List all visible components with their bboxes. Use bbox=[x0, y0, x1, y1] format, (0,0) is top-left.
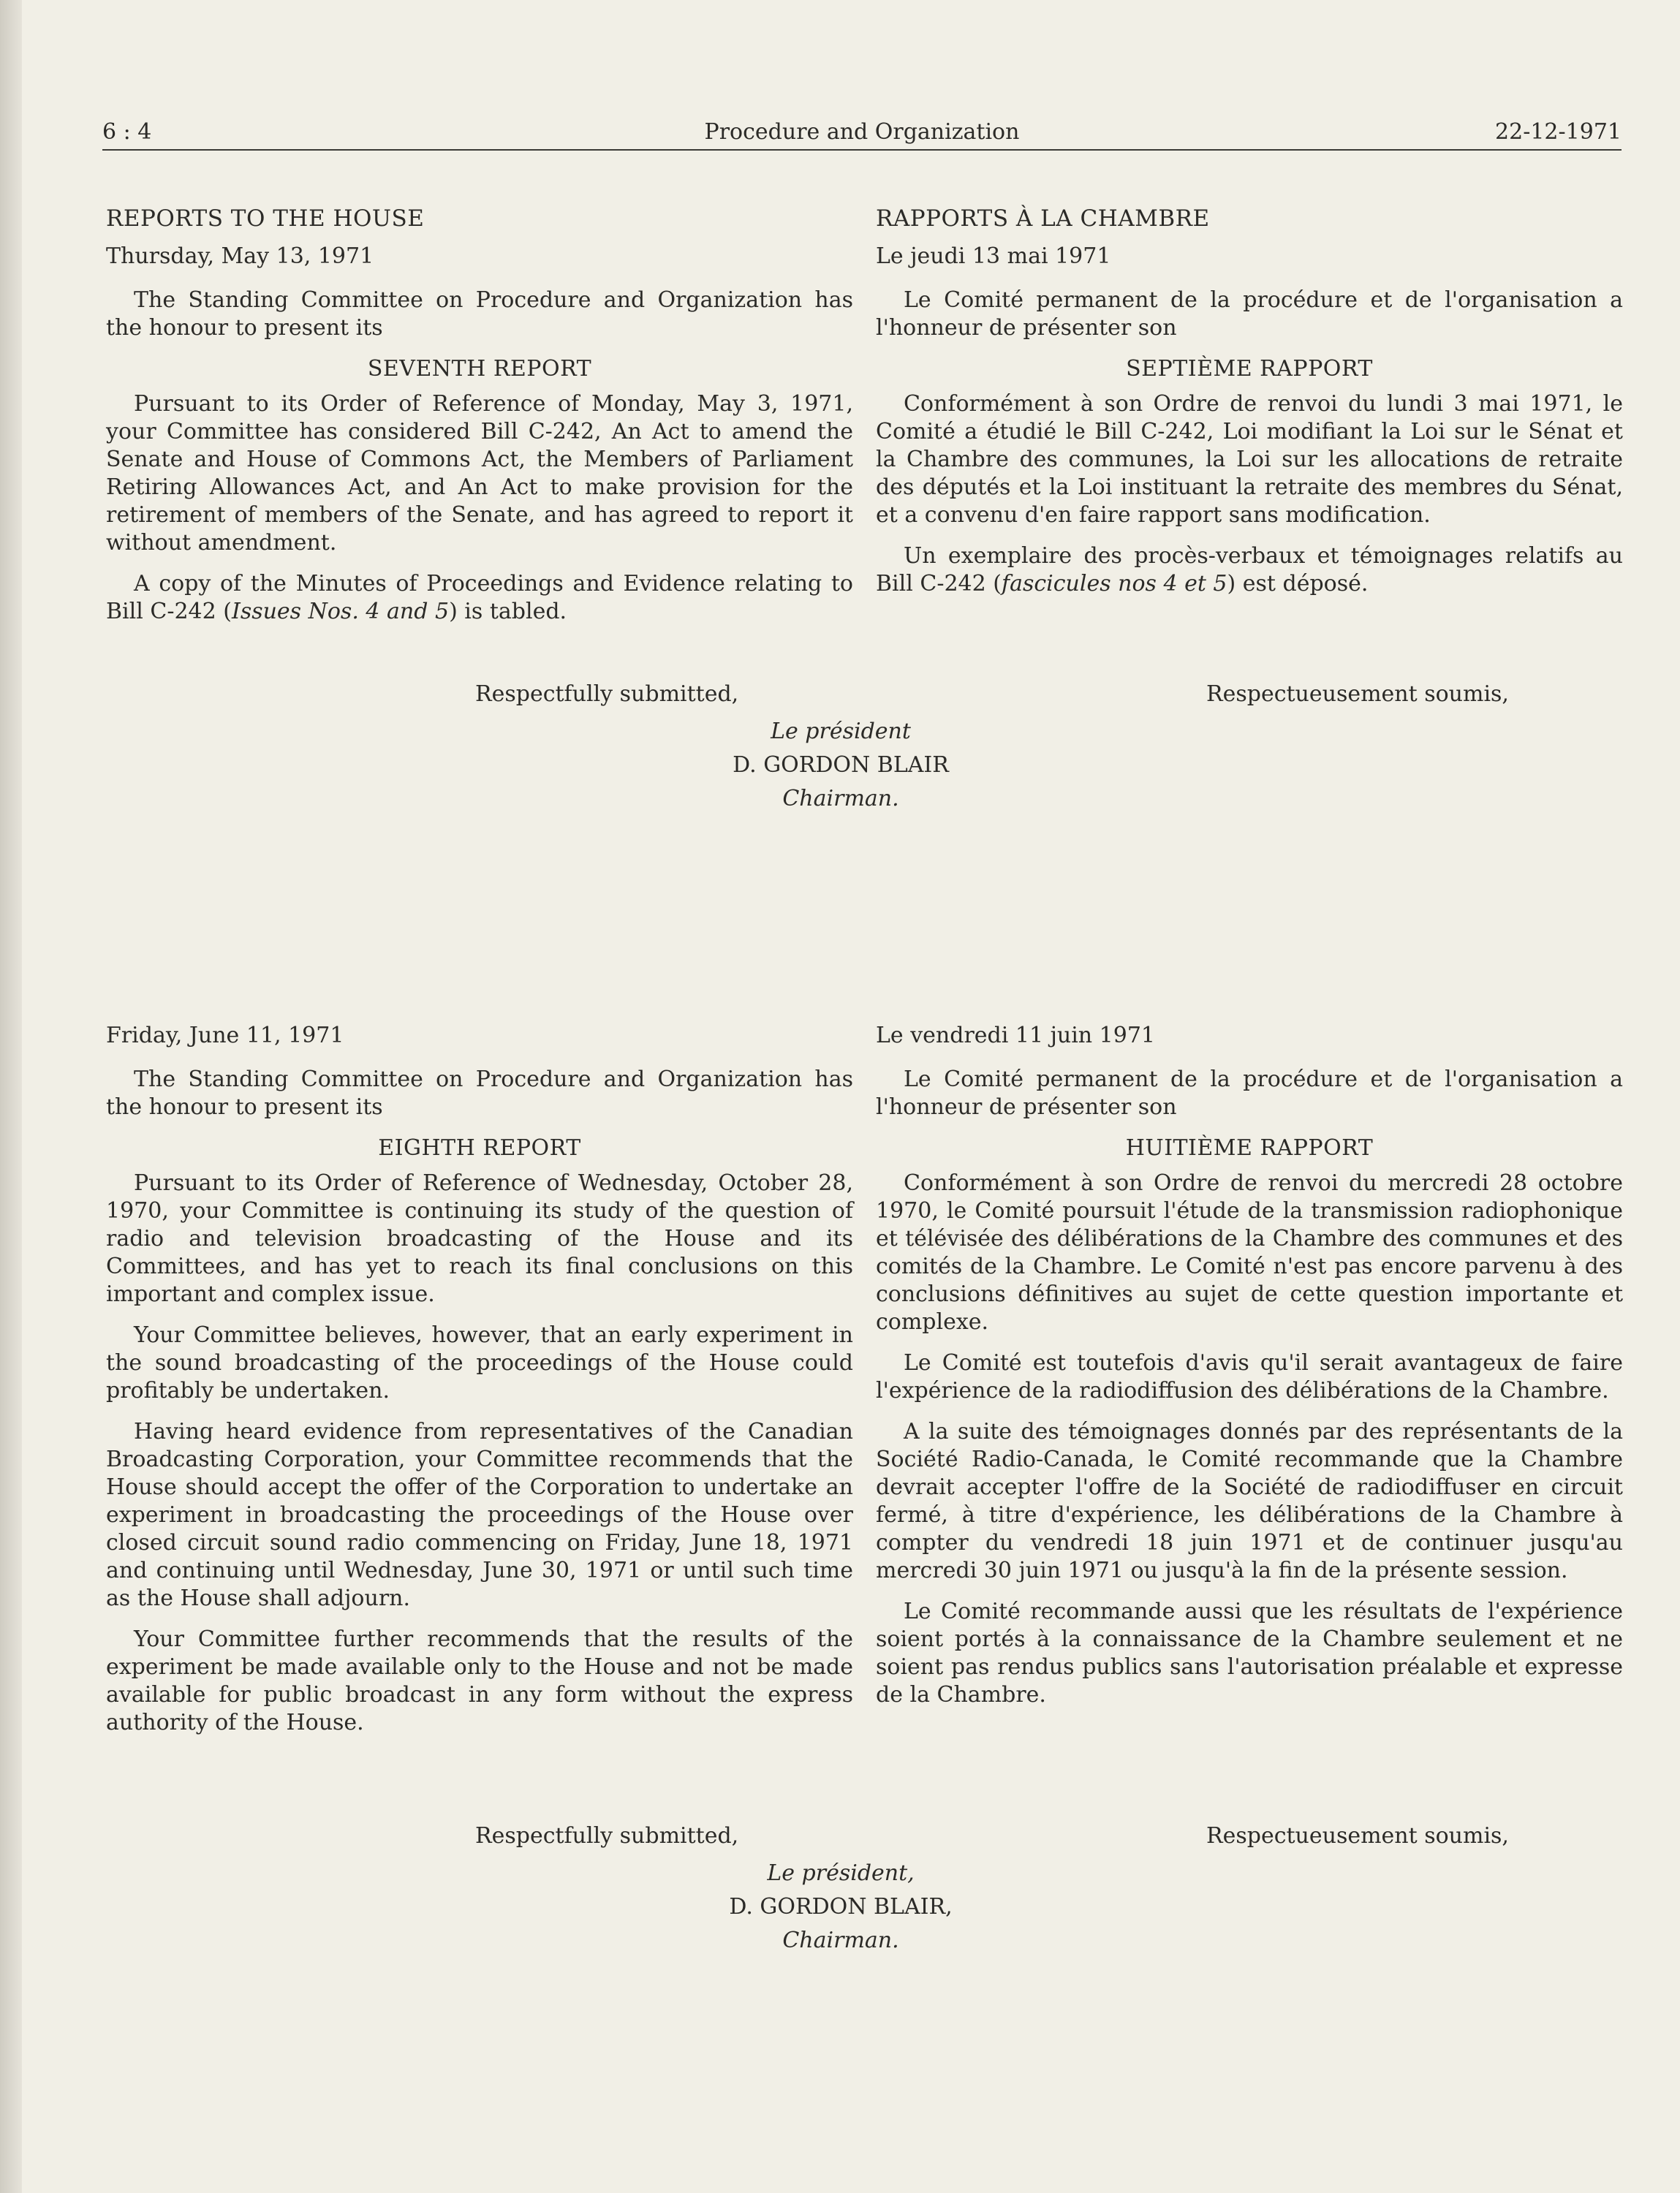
signature-block bbox=[658, 1857, 1023, 1958]
report-title: SEVENTH REPORT bbox=[367, 356, 592, 382]
report-paragraph: Having heard evidence from representatives of the Canadian Broadcasting Corporation, your Committee recommends that the House should accept the offer of the Corporation to undertake an experiment in broadcasting the proceedings of the House over closed circuit sound radio commencing on Friday, June 18, 1971 and continuing until Wednesday, June 30, 1971 or until such time as the House shall adjourn. bbox=[106, 1419, 853, 1611]
signature-name: D. GORDON BLAIR, bbox=[729, 1894, 953, 1920]
report-date: Friday, June 11, 1971 bbox=[106, 1023, 344, 1048]
report-paragraph: Un exemplaire des procès-verbaux et témoignages relatifs au Bill C-242 (fascicules nos 4 et 5) est déposé. bbox=[876, 543, 1623, 596]
report-title: EIGHTH REPORT bbox=[378, 1135, 581, 1161]
header-title: Procedure and Organization bbox=[704, 119, 1020, 145]
report-paragraph: Your Committee believes, however, that an early experiment in the sound broadcasting of the proceedings of the House could profitably be undertaken. bbox=[106, 1322, 853, 1404]
report-paragraph: Le Comité recommande aussi que les résultats de l'expérience soient portés à la connaissance de la Chambre seulement et ne soient pas rendus publics sans l'autorisation préalable et expresse de la Chambre. bbox=[876, 1599, 1623, 1708]
left-column-seventh-report bbox=[106, 205, 853, 626]
right-column-eighth-report bbox=[876, 1022, 1623, 1709]
closing-fr: Respectueusement soumis, bbox=[1206, 681, 1509, 707]
signature-fr-title: Le président bbox=[771, 719, 911, 744]
header-date: 22-12-1971 bbox=[1495, 119, 1622, 145]
closing-en: Respectfully submitted, bbox=[475, 1823, 739, 1849]
page-edge bbox=[0, 0, 22, 2193]
report-intro: The Standing Committee on Procedure and Organization has the honour to present its bbox=[106, 1067, 853, 1120]
report-paragraph: Le Comité est toutefois d'avis qu'il serait avantageux de faire l'expérience de la radiodiffusion des délibérations de la Chambre. bbox=[876, 1350, 1623, 1404]
running-header bbox=[102, 117, 1622, 151]
report-date: Le vendredi 11 juin 1971 bbox=[876, 1023, 1156, 1048]
signature-fr-title: Le président, bbox=[767, 1860, 915, 1886]
page-number: 6 : 4 bbox=[102, 119, 152, 145]
report-paragraph: Conformément à son Ordre de renvoi du lundi 3 mai 1971, le Comité a étudié le Bill C-242, Loi modifiant la Loi sur le Sénat et la Chambre des communes, la Loi sur les allocations de retraite des députés et la Loi instituant la retraite des membres du Sénat, et a convenu d'en faire rapport sans modification. bbox=[876, 391, 1623, 528]
report-paragraph: Pursuant to its Order of Reference of Monday, May 3, 1971, your Committee has considered Bill C-242, An Act to amend the Senate and House of Commons Act, the Members of Parliament Retiring Allowances Act, and An Act to make provision for the retirement of members of the Senate, and has agreed to report it without amendment. bbox=[106, 391, 853, 556]
right-column-seventh-report bbox=[876, 205, 1623, 598]
closing-en: Respectfully submitted, bbox=[475, 681, 739, 707]
report-paragraph: A copy of the Minutes of Proceedings and Evidence relating to Bill C-242 (Issues Nos. 4 and 5) is tabled. bbox=[106, 571, 853, 624]
report-intro: Le Comité permanent de la procédure et de l'organisation a l'honneur de présenter son bbox=[876, 287, 1623, 341]
report-paragraph: Your Committee further recommends that the results of the experiment be made available only to the House and not be made available for public broadcast in any form without the express authority of the House. bbox=[106, 1626, 853, 1735]
report-date: Thursday, May 13, 1971 bbox=[106, 243, 374, 269]
signature-en-title: Chairman. bbox=[782, 1928, 899, 1953]
report-paragraph: Conformément à son Ordre de renvoi du mercredi 28 octobre 1970, le Comité poursuit l'étude de la transmission radiophonique et télévisée des délibérations de la Chambre des communes et des comités de la Chambre. Le Comité n'est pas encore parvenu à des conclusions définitives au sujet de cette question importante et complexe. bbox=[876, 1170, 1623, 1335]
report-title: HUITIÈME RAPPORT bbox=[1125, 1135, 1374, 1161]
report-paragraph: Pursuant to its Order of Reference of Wednesday, October 28, 1970, your Committee is continuing its study of the question of radio and television broadcasting of the House and its Committees, and has yet to reach its final conclusions on this important and complex issue. bbox=[106, 1170, 853, 1307]
report-title: SEPTIÈME RAPPORT bbox=[1126, 356, 1373, 382]
signature-en-title: Chairman. bbox=[782, 786, 899, 811]
signature-block bbox=[658, 715, 1023, 816]
report-date: Le jeudi 13 mai 1971 bbox=[876, 243, 1111, 269]
report-paragraph: A la suite des témoignages donnés par des représentants de la Société Radio-Canada, le Comité recommande que la Chambre devrait accepter l'offre de la Société de radiodiffuser en circuit fermé, à titre d'expérience, les délibérations de la Chambre à compter du vendredi 18 juin 1971 et de continuer jusqu'au mercredi 30 juin 1971 ou jusqu'à la fin de la présente session. bbox=[876, 1419, 1623, 1583]
section-title: REPORTS TO THE HOUSE bbox=[106, 205, 425, 232]
closing-fr: Respectueusement soumis, bbox=[1206, 1823, 1509, 1849]
report-intro: Le Comité permanent de la procédure et de l'organisation a l'honneur de présenter son bbox=[876, 1067, 1623, 1120]
section-title: RAPPORTS À LA CHAMBRE bbox=[876, 205, 1210, 232]
left-column-eighth-report bbox=[106, 1022, 853, 1737]
signature-name: D. GORDON BLAIR bbox=[733, 752, 949, 778]
report-intro: The Standing Committee on Procedure and Organization has the honour to present its bbox=[106, 287, 853, 341]
